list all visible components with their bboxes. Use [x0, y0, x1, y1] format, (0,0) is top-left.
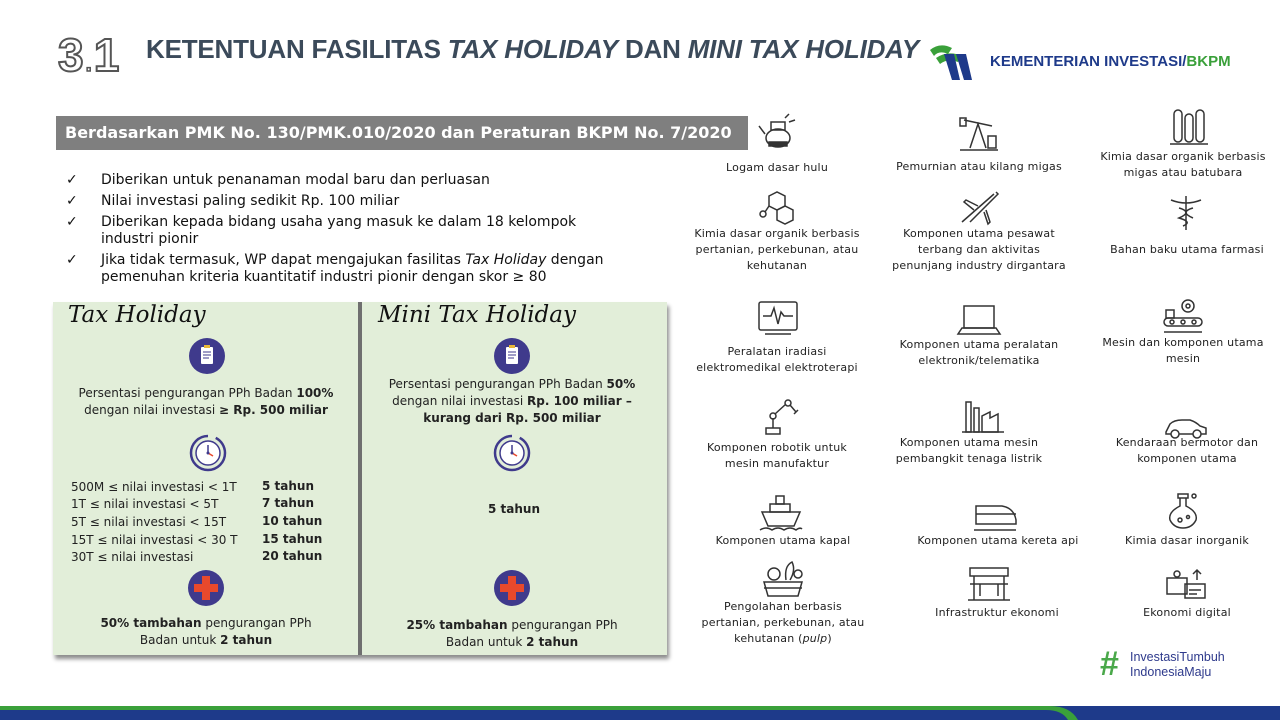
- tax-document-icon: [189, 338, 225, 374]
- flask-icon: [1160, 490, 1206, 530]
- check-icon: ✓: [66, 193, 78, 209]
- industry-label: Komponen utama kereta api: [917, 534, 1079, 547]
- tax-document-icon: [494, 338, 530, 374]
- panel-divider: [358, 302, 362, 655]
- monitor-wave-icon: [755, 298, 801, 338]
- tax-holiday-extra: 50% tambahan pengurangan PPh Badan untuk 2 tahun: [100, 616, 312, 647]
- tier-range: 30T ≤ nilai investasi: [71, 550, 194, 564]
- tier-years: 5 tahun: [262, 479, 314, 493]
- mini-duration: 5 tahun: [488, 502, 540, 516]
- footer-bar: [0, 702, 1280, 720]
- regulation-banner: Berdasarkan PMK No. 130/PMK.010/2020 dan Peraturan BKPM No. 7/2020: [56, 116, 748, 150]
- bullet-item: ✓ Diberikan kepada bidang usaha yang masuk ke dalam 18 kelompok industri pionir: [66, 214, 577, 247]
- plus-icon: [187, 569, 225, 607]
- plus-icon: [493, 569, 531, 607]
- industry-label: Komponen utama kapal: [715, 534, 851, 547]
- bullet-list: [66, 172, 666, 290]
- tier-range: 15T ≤ nilai investasi < 30 T: [71, 533, 238, 547]
- tier-years: 10 tahun: [262, 514, 323, 528]
- check-icon: ✓: [66, 252, 78, 268]
- industry-label: Infrastruktur ekonomi: [935, 606, 1059, 619]
- caduceus-icon: [1163, 192, 1209, 232]
- bullet-item: ✓ Jika tidak termasuk, WP dapat mengajukan fasilitas Tax Holiday dengan pemenuhan kriteria kuantitatif industri pionir dengan skor ≥ 80: [66, 252, 604, 285]
- tax-holiday-description: Persentasi pengurangan PPh Badan 100% dengan nilai investasi ≥ Rp. 500 miliar: [78, 386, 334, 417]
- stopwatch-icon: [492, 432, 532, 472]
- refinery-tanks-icon: [1166, 106, 1212, 146]
- mini-tax-holiday-title: Mini Tax Holiday: [378, 302, 576, 328]
- tax-holiday-title: Tax Holiday: [68, 302, 206, 328]
- industry-label: Kendaraan bermotor dan komponen utama: [1115, 436, 1259, 465]
- section-number: 3.1: [58, 29, 122, 81]
- tier-range: 5T ≤ nilai investasi < 15T: [71, 515, 227, 529]
- stopwatch-icon: [188, 432, 228, 472]
- bridge-icon: [966, 562, 1012, 602]
- industry-label: Komponen utama peralatan elektronik/telematika: [899, 338, 1059, 367]
- oil-pump-icon: [956, 112, 1002, 152]
- industry-label: Komponen utama pesawat terbang dan aktivitas penunjang industry dirgantara: [892, 227, 1066, 272]
- bullet-item: ✓ Nilai investasi paling sedikit Rp. 100 miliar: [66, 193, 400, 209]
- bullet-item: ✓ Diberikan untuk penanaman modal baru dan perluasan: [66, 172, 490, 188]
- industry-label: Bahan baku utama farmasi: [1110, 243, 1264, 256]
- tier-years: 15 tahun: [262, 532, 323, 546]
- tier-range: 1T ≤ nilai investasi < 5T: [71, 497, 219, 511]
- robot-arm-icon: [758, 396, 804, 436]
- industry-label: Peralatan iradiasi elektromedikal elektroterapi: [696, 345, 858, 374]
- digital-icon: [1163, 566, 1209, 606]
- laptop-icon: [956, 300, 1002, 340]
- hashtag-icon: #: [1100, 645, 1119, 683]
- industry-label: Logam dasar hulu: [726, 161, 828, 174]
- tier-range: 500M ≤ nilai investasi < 1T: [71, 480, 237, 494]
- check-icon: ✓: [66, 214, 78, 230]
- industry-label: Mesin dan komponen utama mesin: [1102, 336, 1264, 365]
- industry-label: Komponen robotik untuk mesin manufaktur: [707, 441, 847, 470]
- industry-label: Kimia dasar inorganik: [1125, 534, 1249, 547]
- check-icon: ✓: [66, 172, 78, 188]
- industry-label: Pengolahan berbasis pertanian, perkebunan, atau kehutanan (pulp): [701, 600, 865, 645]
- mini-tax-holiday-extra: 25% tambahan pengurangan PPh Badan untuk 2 tahun: [406, 618, 618, 649]
- power-plant-icon: [960, 394, 1006, 434]
- bkpm-logo-icon: [926, 40, 986, 84]
- molecule-icon: [755, 188, 801, 228]
- smelter-icon: [755, 112, 801, 152]
- industry-label: Kimia dasar organik berbasis migas atau batubara: [1100, 150, 1266, 179]
- industry-label: Komponen utama mesin pembangkit tenaga listrik: [895, 436, 1043, 465]
- industry-label: Ekonomi digital: [1143, 606, 1231, 619]
- campaign-hashtag: InvestasiTumbuh IndonesiaMaju: [1130, 650, 1225, 679]
- airplane-icon: [956, 188, 1002, 228]
- industry-label: Kimia dasar organik berbasis pertanian, perkebunan, atau kehutanan: [694, 227, 860, 272]
- gear-machine-icon: [1160, 296, 1206, 336]
- industry-label: Pemurnian atau kilang migas: [896, 160, 1062, 173]
- harvest-icon: [760, 558, 806, 598]
- page-title: KETENTUAN FASILITAS TAX HOLIDAY DAN MINI TAX HOLIDAY: [146, 34, 919, 64]
- brand-name: KEMENTERIAN INVESTASI/BKPM: [990, 53, 1231, 70]
- train-icon: [972, 496, 1018, 536]
- ship-icon: [758, 492, 804, 532]
- mini-tax-holiday-description: Persentasi pengurangan PPh Badan 50% dengan nilai investasi Rp. 100 miliar – kurang dari Rp. 500 miliar: [388, 377, 636, 425]
- tier-years: 20 tahun: [262, 549, 323, 563]
- tier-years: 7 tahun: [262, 496, 314, 510]
